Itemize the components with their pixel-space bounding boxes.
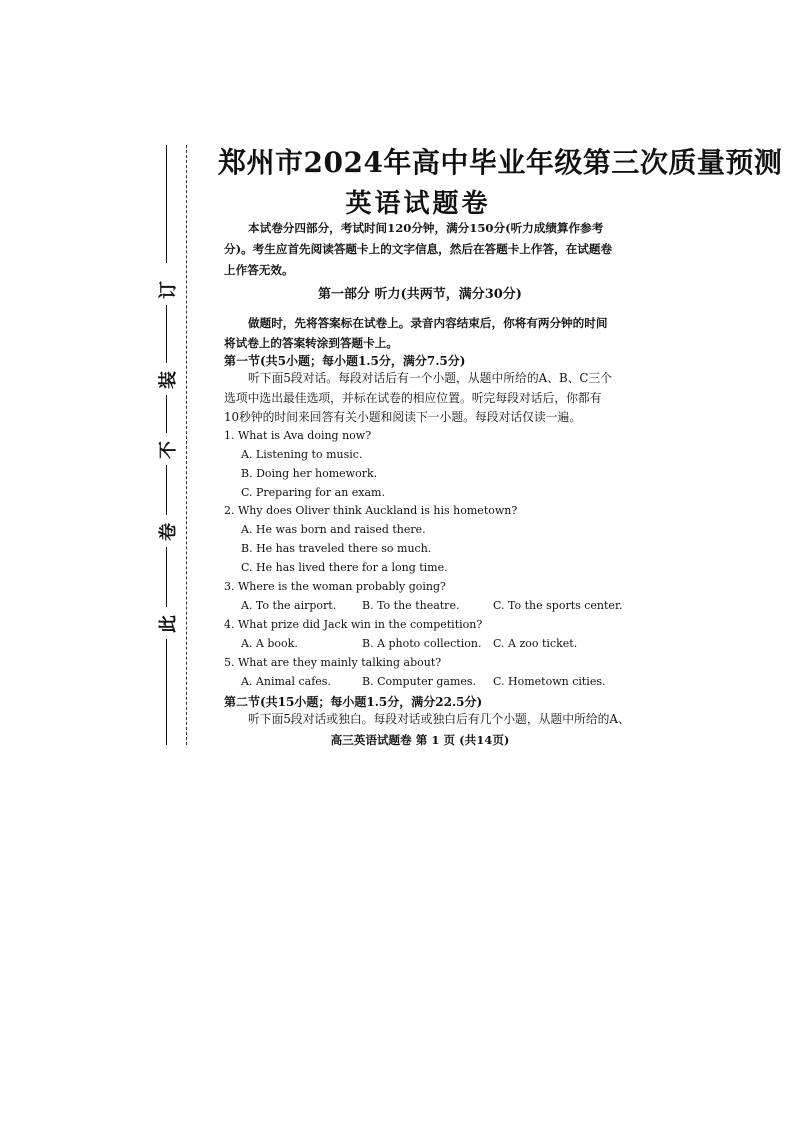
margin-line — [166, 465, 167, 515]
exam-title: 郑州市2024年高中毕业年级第三次质量预测 — [218, 146, 783, 179]
question-3-stem: 3. Where is the woman probably going? — [224, 580, 446, 593]
question-1-option-c: C. Preparing for an exam. — [241, 486, 385, 499]
section2-heading: 第二节(共15小题；每小题1.5分，满分22.5分) — [224, 695, 483, 709]
margin-line — [166, 639, 167, 745]
margin-line — [166, 145, 167, 263]
question-4-option-c: C. A zoo ticket. — [493, 637, 578, 650]
margin-char: 订 — [158, 281, 179, 299]
page-footer: 高三英语试题卷 第 1 页 (共14页) — [330, 733, 510, 747]
margin-char: 此 — [158, 615, 179, 633]
margin-char: 装 — [158, 371, 179, 389]
question-4-option-a: A. A book. — [241, 637, 298, 650]
question-4-stem: 4. What prize did Jack win in the competition? — [224, 618, 483, 631]
binding-margin — [150, 145, 194, 745]
exam-subtitle: 英语试题卷 — [345, 189, 491, 219]
margin-line — [166, 395, 167, 433]
section1-heading: 第一节(共5小题；每小题1.5分，满分7.5分) — [224, 354, 466, 368]
question-2-stem: 2. Why does Oliver think Auckland is his hometown? — [224, 504, 518, 517]
part1-heading: 第一部分 听力(共两节，满分30分) — [318, 287, 522, 302]
question-5-option-a: A. Animal cafes. — [241, 675, 331, 688]
margin-line — [166, 547, 167, 607]
dashed-cut-line — [186, 145, 187, 745]
question-2-option-c: C. He has lived there for a long time. — [241, 561, 448, 574]
question-2-option-a: A. He was born and raised there. — [241, 523, 426, 536]
question-3-option-c: C. To the sports center. — [493, 599, 623, 612]
question-5-stem: 5. What are they mainly talking about? — [224, 656, 442, 669]
margin-line — [166, 305, 167, 363]
question-3-option-b: B. To the theatre. — [362, 599, 460, 612]
question-1-stem: 1. What is Ava doing now? — [224, 429, 372, 442]
question-3-option-a: A. To the airport. — [241, 599, 337, 612]
question-5-option-b: B. Computer games. — [362, 675, 477, 688]
question-5-option-c: C. Hometown cities. — [493, 675, 606, 688]
section1-instructions: 听下面5段对话。每段对话后有一个小题，从题中所给的A、B、C三个选项中选出最佳选项，并标在试卷的相应位置。听完每段对话后，你都有10秒钟的时间来回答有关小题和阅读下一小题。每段对话仅读一遍。 — [224, 371, 613, 424]
intro-instructions: 本试卷分四部分，考试时间120分钟，满分150分(听力成绩算作参考分)。考生应首先阅读答题卡上的文字信息，然后在答题卡上作答，在试题卷上作答无效。 — [224, 221, 613, 277]
section2-instructions: 听下面5段对话或独白。每段对话或独白后有几个小题，从题中所给的A、 — [248, 712, 630, 726]
margin-char: 不 — [158, 441, 179, 459]
margin-char: 卷 — [158, 523, 179, 541]
question-1-option-b: B. Doing her homework. — [241, 467, 378, 480]
question-2-option-b: B. He has traveled there so much. — [241, 542, 432, 555]
part1-instructions: 做题时，先将答案标在试卷上。录音内容结束后，你将有两分钟的时间将试卷上的答案转涂到答题卡上。 — [224, 316, 608, 350]
question-1-option-a: A. Listening to music. — [241, 448, 363, 461]
question-4-option-b: B. A photo collection. — [362, 637, 482, 650]
